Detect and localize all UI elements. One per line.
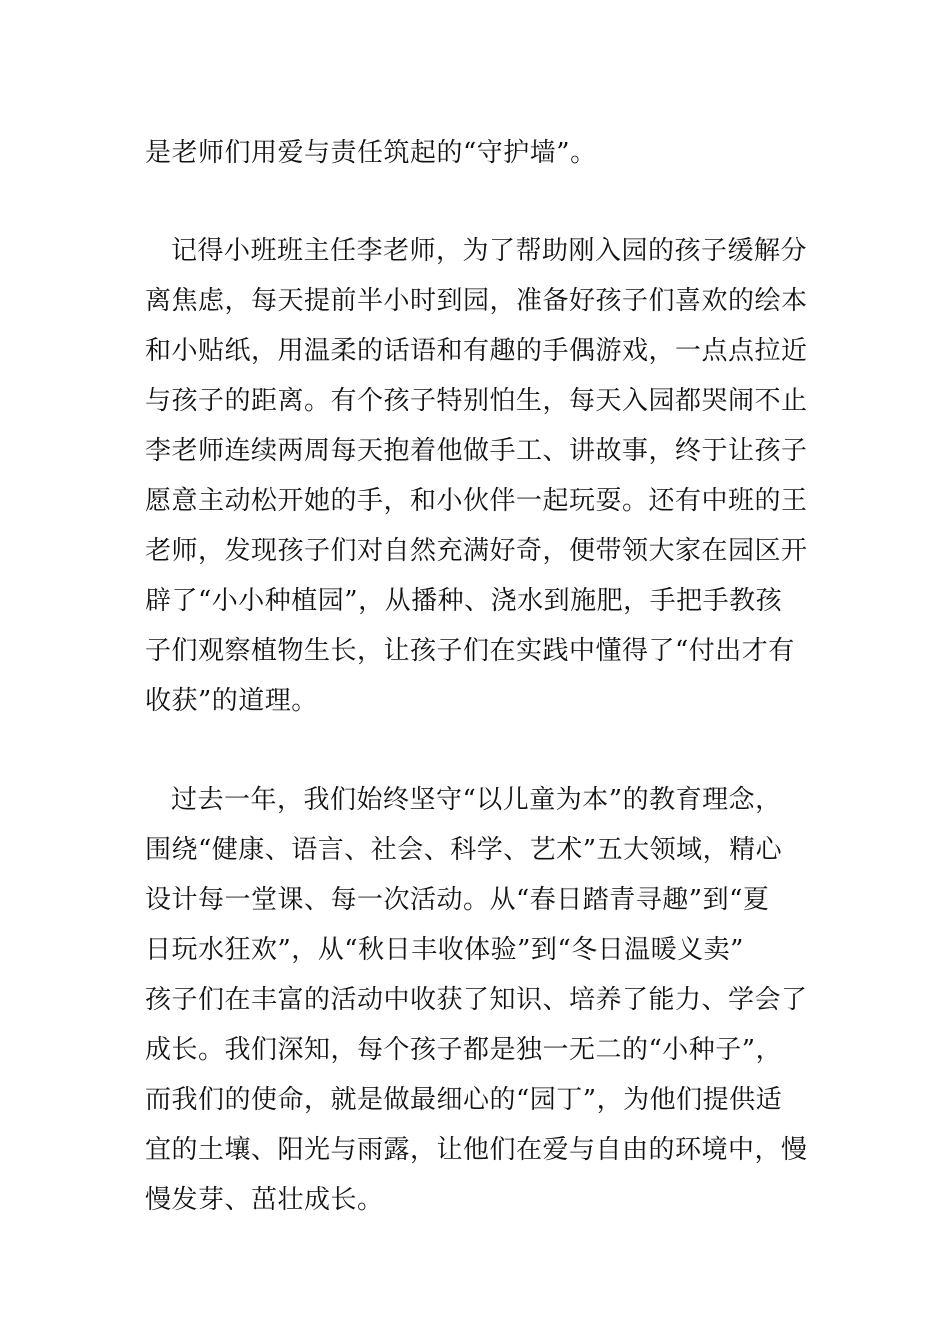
text-line: 子们观察植物生长，让孩子们在实践中懂得了“付出才有	[145, 636, 795, 666]
text-line: 愿意主动松开她的手，和小伙伴一起玩耍。还有中班的王	[145, 486, 808, 516]
paragraph-education-philosophy	[145, 775, 825, 1225]
text-line: 慢发芽、茁壮成长。	[145, 1185, 384, 1215]
text-line: 成长。我们深知，每个孩子都是独一无二的“小种子”，	[145, 1035, 783, 1065]
text-line: 李老师连续两周每天抱着他做手工、讲故事，终于让孩子	[145, 436, 808, 466]
text-line: 孩子们在丰富的活动中收获了知识、培养了能力、学会了	[145, 985, 808, 1015]
text-line: 记得小班班主任李老师，为了帮助刚入园的孩子缓解分	[171, 236, 808, 266]
text-line: 老师，发现孩子们对自然充满好奇，便带领大家在园区开	[145, 536, 808, 566]
text-line: 过去一年，我们始终坚守“以儿童为本”的教育理念，	[171, 785, 782, 815]
text-line: 设计每一堂课、每一次活动。从“春日踏青寻趣”到“夏	[145, 885, 770, 915]
text-line: 日玩水狂欢”，从“秋日丰收体验”到“冬日温暖义卖”	[145, 935, 744, 965]
text-line: 围绕“健康、语言、社会、科学、艺术”五大领域，精心	[145, 835, 783, 865]
text-line: 宜的土壤、阳光与雨露，让他们在爱与自由的环境中，慢	[145, 1135, 808, 1165]
text-line: 辟了“小小种植园”，从播种、浇水到施肥，手把手教孩	[145, 586, 783, 616]
text-line: 收获”的道理。	[145, 686, 318, 716]
text-line: 而我们的使命，就是做最细心的“园丁”，为他们提供适	[145, 1085, 783, 1115]
text-line: 与孩子的距离。有个孩子特别怕生，每天入园都哭闹不止	[145, 386, 808, 416]
text-line: 离焦虑，每天提前半小时到园，准备好孩子们喜欢的绘本	[145, 286, 808, 316]
text-line: 是老师们用爱与责任筑起的“守护墙”。	[145, 138, 597, 168]
paragraph-teacher-stories	[145, 226, 825, 726]
text-line: 和小贴纸，用温柔的话语和有趣的手偶游戏，一点点拉近	[145, 336, 808, 366]
paragraph-intro-tail	[145, 128, 825, 178]
